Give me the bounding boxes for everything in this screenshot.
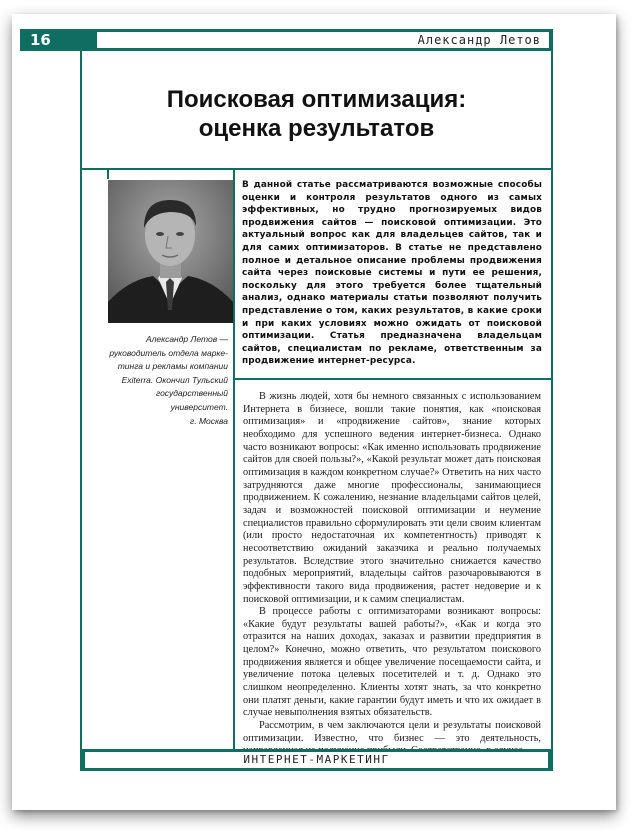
page-number: 16	[30, 31, 51, 49]
body-paragraph: В процессе работы с оптимизаторами возникают вопросы: «Какие будут результаты вашей работы?», «Как и когда это отразится на наших доходах, заказах и развитии предприятия в целом?» Конечно, можно ответить, что результатом поискового продвижения является и общее увеличение посещаемости сайта, и увеличение потока целевых посетителей и т. д. Однако это слишком неопределенно. Клиенты хотят знать, за что конкретно они платят деньги, какие гарантии будут иметь и что их ожидает в случае невыполнения взятых обязательств.	[243, 606, 541, 719]
caption-line: руководитель отдела марке-	[109, 347, 228, 358]
abstract-divider	[235, 378, 553, 380]
author-caption	[100, 333, 228, 428]
column-divider	[233, 168, 235, 749]
body-paragraph: В жизнь людей, хотя бы немного связанных с использованием Интернета в бизнесе, вошли такие понятия, как «поисковая оптимизация» и «продвижение сайтов», знание которых необходимо для успешного ведения интернет-бизнеса. Однако часто возникают вопросы: «Как именно использовать продвижение сайтов для своей пользы?», «Какой результат может дать поисковая оптимизация в каждом конкретном случае?» Ответить на них часто затрудняются даже многие профессионалы, занимающиеся продвижением. К сожалению, незнание владельцами сайтов целей, задач и возможностей поисковой оптимизации и неумение специалистов правильно сформулировать эти цели своим клиентам (или просто недостаточная их компетентность) приводят к несоответствию ожиданий заказчика и реально получаемых результатов. Вследствие этого значительно снижается качество подобных мероприятий, владельцы сайтов разочаровываются в эффективности такого вида продвижения, растет недоверие и к поисковой оптимизации, и к самим специалистам.	[243, 391, 541, 605]
article-title-line: оценка результатов	[198, 115, 435, 142]
article-body	[243, 391, 541, 758]
section-footer: ИНТЕРНЕТ-МАРКЕТИНГ	[85, 752, 548, 768]
body-paragraph: Рассмотрим, в чем заключаются цели и результаты поисковой оптимизации. Известно, что бизнес — это деятельность,	[243, 720, 541, 744]
article-title	[82, 85, 551, 143]
author-photo	[108, 180, 233, 323]
article-title-line: Поисковая оптимизация:	[166, 86, 467, 113]
caption-line: г. Москва	[190, 415, 228, 426]
running-header-author: Александр Летов	[97, 32, 549, 48]
caption-line: тинга и рекламы компании	[117, 361, 228, 372]
caption-line: государственный университет.	[155, 388, 228, 412]
article-abstract: В данной статье рассматриваются возможные способы оценки и контроля результатов одного из самых эффективных, но трудно прогнозируемых видов продвижения сайтов — поисковой оптимизации. Это актуальный вопрос как для владельцев сайтов, так и для самих оптимизаторов. В статье не представлено полное и детальное описание проблемы продвижения сайта через поисковые системы и пути ее решения, поскольку для этого требуется более тщательный анализ, однако материалы статьи позволяют получить представление о том, каких результатов, в какие сроки и при каких условиях можно ожидать от поисковой оптимизации. Статья предназначена владельцам сайтов, специалистам по рекламе, ответственным за продвижение интернет-ресурса.	[242, 180, 542, 367]
author-portrait-icon	[108, 180, 233, 323]
title-divider	[80, 168, 553, 170]
caption-line: Exiterra. Окончил Тульский	[121, 374, 228, 385]
caption-line: Александр Летов —	[145, 334, 228, 344]
photo-frame-left	[107, 168, 109, 179]
